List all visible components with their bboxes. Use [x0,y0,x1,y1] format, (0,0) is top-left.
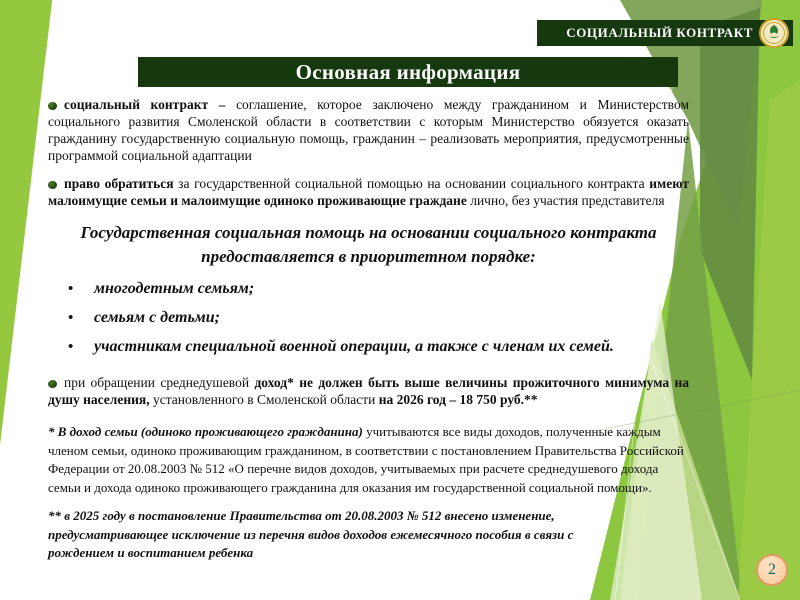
paragraph-social-contract-bold: социальный контракт – [64,97,237,112]
bullet-icon [48,380,57,388]
eligible-citizens-bold: имеют малоимущие семьи и малоимущие одиноко проживающие граждане [48,176,689,208]
list-item: • многодетным семьям; [68,277,689,301]
slide-title-banner [138,57,678,87]
priority-list [48,277,689,359]
list-item: • участникам специальной военной операции, а также с членам их семей. [68,335,689,359]
ministry-emblem-icon [759,18,789,48]
paragraph-income-limit [48,374,689,408]
paragraph-social-contract-text: соглашение, которое заключено между гражданином и Министерством социального развития Смоленской области в соответствии с которым Министерство обязуется оказать гражданину государственную социальную помощь, гражданин – реализовать мероприятия, предусмотренные программой социальной адаптации [48,97,689,163]
bullet-icon [48,102,57,110]
right-to-apply-text: за государственной социальной помощью на основании социального контракта [173,176,650,191]
income-limit-bold: доход* не должен быть выше величины прожиточного минимума на душу населения, [48,375,689,407]
footnote-income-definition [48,423,689,497]
right-to-apply-bold: право обратиться [64,176,174,191]
income-limit-amount: на 2026 год – 18 750 руб.** [378,392,538,407]
list-item: • семьям с детьми; [68,306,689,330]
paragraph-social-contract [48,96,689,164]
footnote-lead: * В доход семьи (одиноко проживающего гражданина) [48,424,363,439]
priority-heading: Государственная социальная помощь на основании социального контракта предоставляется в приоритетном порядке: [80,223,657,266]
ribbon-label: СОЦИАЛЬНЫЙ КОНТРАКТ [566,25,753,40]
footnote-text: учитываются все виды доходов, полученные каждым членом семьи, одиноко проживающим гражданином, в соответствии с постановлением Правительства Российской Федерации от 20.08.2003 № 512 «О перечне видов доходов, учитываемых при расчете среднедушевого дохода семьи и дохода одиноко проживающего гражданина для оказания им государственной социальной помощи». [48,424,684,495]
page-number: 2 [768,561,776,578]
footnote-2025-amendment: ** в 2025 году в постановление Правительства от 20.08.2003 № 512 внесено изменение, предусматривающее исключение из перечня видов доходов ежемесячного пособия в связи с рождением и воспитанием ребенка [48,508,574,560]
page-number-badge [756,554,788,586]
paragraph-right-to-apply [48,175,689,209]
right-to-apply-end: лично, без участия представителя [466,193,665,208]
page-title: Основная информация [295,59,521,84]
slide-content [48,96,689,563]
ribbon-social-contract [537,20,793,46]
bullet-icon [48,181,57,189]
income-limit-mid: установленного в Смоленской области [149,392,379,407]
income-limit-start: при обращении среднедушевой [64,375,255,390]
